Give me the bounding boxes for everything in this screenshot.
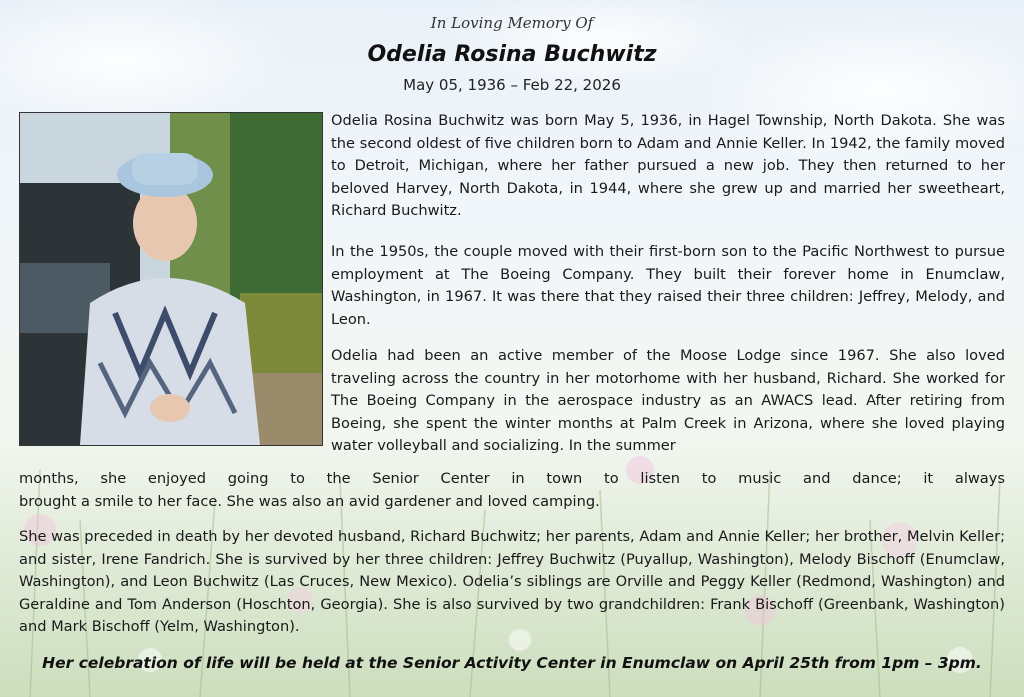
deceased-name: Odelia Rosina Buchwitz	[367, 42, 657, 67]
biography-paragraph-2: In the 1950s, the couple moved with their first-born son to the Pacific Northwest to pursue employment at The Boeing Company. They built their forever home in Enumclaw, Washington, in 1967. It was there that they raised their three children: Jeffrey, Melody, and Leon.	[331, 243, 1005, 328]
survivors-paragraph: She was preceded in death by her devoted husband, Richard Buchwitz; her parents, Adam and Annie Keller; her brother, Melvin Keller; and sister, Irene Fandrich. She is survived by her three children: Jeffrey Buchwitz (Puyallup, Washington), Melody Bischoff (Enumclaw, Washington), and Leon Buchwitz (Las Cruces, New Mexico). Odelia’s siblings are Orville and Peggy Keller (Redmond, Washington) and Geraldine and Tom Anderson (Hoschton, Georgia). She is also survived by two grandchildren: Frank Bischoff (Greenbank, Washington) and Mark Bischoff (Yelm, Washington).	[19, 528, 1005, 635]
portrait-photo	[19, 112, 323, 446]
life-dates: May 05, 1936 – Feb 22, 2026	[403, 76, 621, 94]
biography-paragraph-3: Odelia had been an active member of the Moose Lodge since 1967. She also loved traveling across the country in her motorhome with her husband, Richard. She worked for The Boeing Company in the aerospace industry as an AWACS lead. After retiring from Boeing, she spent the winter months at Palm Creek in Arizona, where she loved playing water volleyball and socializing. In the summer	[331, 347, 1005, 454]
continued-line-1: months, she enjoyed going to the Senior Center in town to listen to music and dance; it always	[19, 470, 1005, 487]
service-announcement: Her celebration of life will be held at the Senior Activity Center in Enumclaw on April 25th from 1pm – 3pm.	[42, 654, 982, 672]
continued-line-2: brought a smile to her face. She was also an avid gardener and loved camping.	[19, 492, 600, 510]
biography-paragraph-3-continued	[19, 468, 1005, 513]
biography-paragraph-1: Odelia Rosina Buchwitz was born May 5, 1936, in Hagel Township, North Dakota. She was the second oldest of five children born to Adam and Annie Keller. In 1942, the family moved to Detroit, Michigan, where her father pursued a new job. They then returned to her beloved Harvey, North Dakota, in 1944, where she grew up and married her sweetheart, Richard Buchwitz.	[331, 112, 1005, 219]
in-memory-heading: In Loving Memory Of	[430, 14, 594, 32]
